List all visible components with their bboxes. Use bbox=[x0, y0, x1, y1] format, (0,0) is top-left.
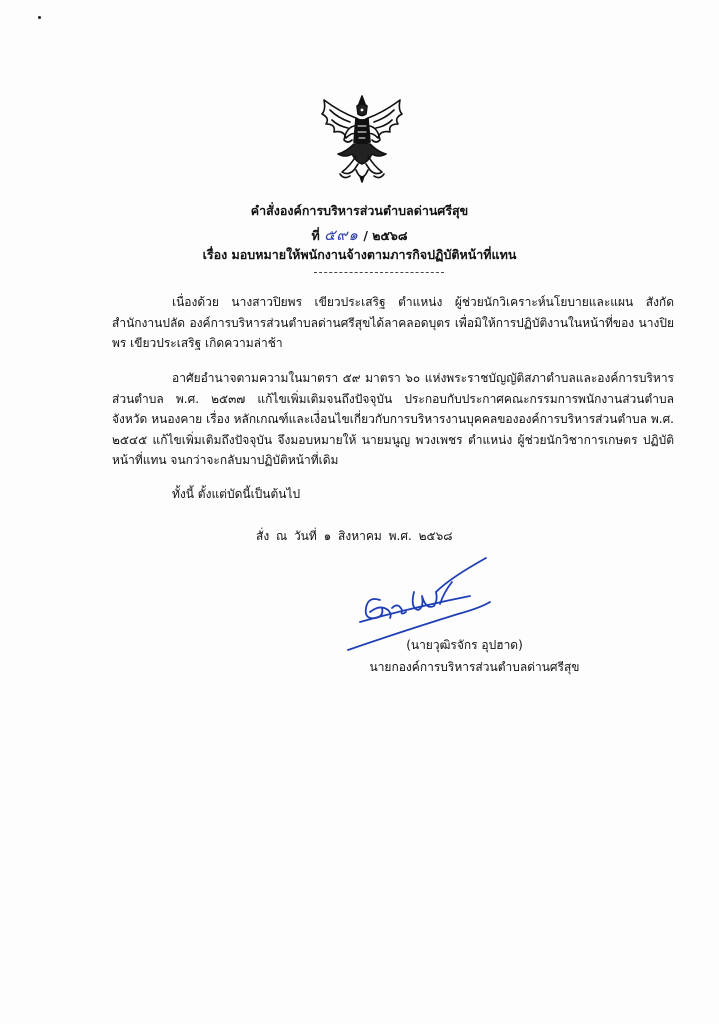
signer-name: (นายวุฒิรจักร อุปฮาด) bbox=[406, 638, 523, 652]
signer-position: นายกองค์การบริหารส่วนตำบลด่านศรีสุข bbox=[369, 660, 580, 674]
order-number-prefix: ที่ bbox=[311, 228, 320, 243]
header-separator bbox=[314, 272, 444, 273]
body-paragraph-1: เนื่องด้วย นางสาวปิยพร เขียวประเสริฐ ตำแหน่ง ผู้ช่วยนักวิเคราะห์นโยบายและแผน สังกัด สำนักงานปลัด องค์การบริหารส่วนตำบลด่านศรีสุขได้ลาคลอดบุตร เพื่อมิให้การปฏิบัติงานในหน้าที่ของ นางปิยพร เขียวประเสริฐ เกิดความล่าช้า bbox=[112, 295, 674, 350]
order-date: สั่ง ณ วันที่ ๑ สิงหาคม พ.ศ. ๒๕๖๘ bbox=[256, 529, 453, 543]
order-title: คำสั่งองค์การบริหารส่วนตำบลด่านศรีสุข bbox=[250, 203, 469, 218]
garuda-emblem-icon bbox=[316, 92, 408, 186]
body-paragraph-3: ทั้งนี้ ตั้งแต่บัดนี้เป็นต้นไป bbox=[172, 487, 301, 501]
order-subject: เรื่อง มอบหมายให้พนักงานจ้างตามภารกิจปฏิบัติหน้าที่แทน bbox=[202, 247, 517, 262]
order-number-suffix: / ๒๕๖๘ bbox=[363, 228, 408, 243]
order-number-handwritten: ๕๙๑ bbox=[324, 226, 359, 244]
scan-mark bbox=[38, 16, 41, 19]
order-number bbox=[0, 223, 719, 247]
body-paragraph-2: อาศัยอำนาจตามความในมาตรา ๕๙ มาตรา ๖๐ แห่งพระราชบัญญัติสภาตำบลและองค์การบริหาร ส่วนตำบล พ.ศ. ๒๕๓๗ แก้ไขเพิ่มเติมจนถึงปัจจุบัน ประกอบกับประกาศคณะกรรมการพนักงานส่วนตำบลจังหวัด หนองคาย เรื่อง หลักเกณฑ์และเงื่อนไขเกี่ยวกับการบริหารงานบุคคลขององค์การบริหารส่วนตำบล พ.ศ. ๒๕๔๕ แก้ไขเพิ่มเติมถึงปัจจุบัน จึงมอบหมายให้ นายมนูญ พวงเพชร ตำแหน่ง ผู้ช่วยนักวิชาการเกษตร ปฏิบัติหน้าที่แทน จนกว่าจะกลับมาปฏิบัติหน้าที่เดิม bbox=[112, 371, 674, 467]
